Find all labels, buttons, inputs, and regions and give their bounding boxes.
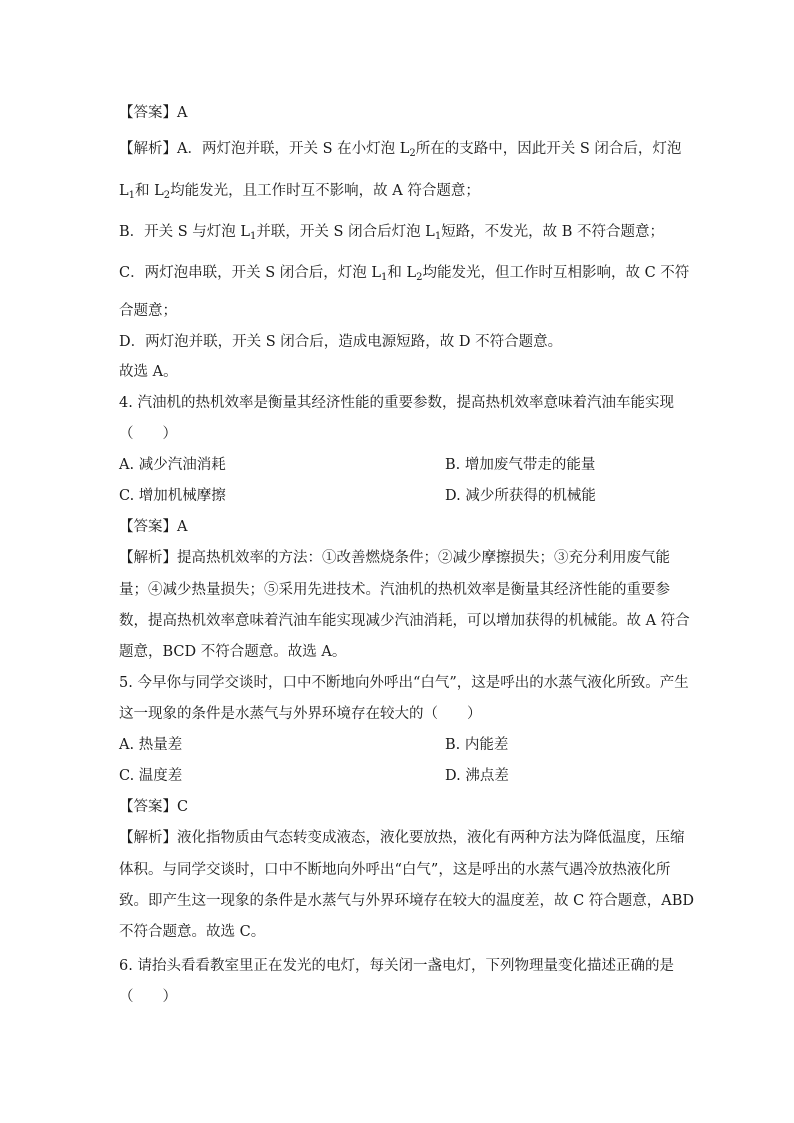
q4-explanation-line-1: 【解析】提高热机效率的方法：①改善燃烧条件；②减少摩擦损失；③充分利用废气能 — [119, 550, 670, 566]
q5-explanation-line-2: 体积。与同学交谈时，口中不断地向外呼出“白气”，这是呼出的水蒸气遇冷放热液化所 — [119, 862, 671, 878]
subscript: 1 — [128, 190, 136, 201]
q5-explanation-line-4: 不符合题意。故选 C。 — [119, 924, 266, 940]
text-segment: C．两灯泡串联，开关 S 闭合后，灯泡 L — [119, 265, 381, 281]
text-segment: 和 L — [135, 183, 164, 199]
q4-option-a: A. 减少汽油消耗 — [119, 457, 226, 473]
text-segment: B．开关 S 与灯泡 L — [119, 224, 251, 240]
q4-option-d: D. 减少所获得的机械能 — [445, 488, 596, 504]
q3-option-d-analysis: D．两灯泡并联，开关 S 闭合后，造成电源短路，故 D 不符合题意。 — [119, 334, 563, 350]
q5-stem-line-1: 5. 今早你与同学交谈时，口中不断地向外呼出“白气”，这是呼出的水蒸气液化所致。产生 — [119, 675, 689, 691]
q4-stem-line-1: 4. 汽油机的热机效率是衡量其经济性能的重要参数，提高热机效率意味着汽油车能实现 — [119, 395, 674, 411]
text-segment: 和 L — [387, 265, 417, 281]
q3-explanation-line-2 — [119, 181, 480, 201]
text-segment: 均能发光，但工作时互相影响，故 C 不符 — [422, 265, 690, 281]
q6-stem-line-2: （ ） — [119, 989, 177, 1005]
text-segment: 均能发光，且工作时互不影响，故 A 符合题意； — [170, 183, 480, 199]
subscript: 1 — [250, 231, 257, 242]
subscript: 2 — [416, 272, 423, 283]
q6-stem-line-1: 6. 请抬头看看教室里正在发光的电灯，每关闭一盏电灯，下列物理量变化描述正确的是 — [119, 958, 674, 974]
text-segment: 并联，开关 S 闭合后灯泡 L — [256, 224, 435, 240]
q5-option-c: C. 温度差 — [119, 768, 183, 784]
q3-answer: 【答案】A — [119, 105, 188, 121]
q3-conclusion: 故选 A。 — [119, 364, 178, 380]
q4-answer: 【答案】A — [119, 519, 188, 535]
q5-option-a: A. 热量差 — [119, 737, 183, 753]
q5-explanation-line-1: 【解析】液化指物质由气态转变成液态，液化要放热，液化有两种方法为降低温度，压缩 — [119, 830, 685, 846]
text-segment: L — [119, 183, 129, 199]
q4-stem-line-2: （ ） — [119, 426, 177, 442]
q5-option-d: D. 沸点差 — [445, 768, 509, 784]
subscript: 1 — [434, 231, 442, 242]
q5-option-b: B. 内能差 — [445, 737, 509, 753]
q4-option-c: C. 增加机械摩擦 — [119, 488, 226, 504]
subscript: 2 — [409, 148, 416, 159]
q3-option-c-analysis — [119, 263, 689, 283]
q3-option-c-analysis-cont: 合题意； — [119, 303, 177, 319]
q5-explanation-line-3: 致。即产生这一现象的条件是水蒸气与外界环境存在较大的温度差，故 C 符合题意，ABD — [119, 893, 695, 909]
q3-option-b-analysis — [119, 222, 664, 242]
text-segment: 短路，不发光，故 B 不符合题意； — [441, 224, 665, 240]
q4-explanation-line-3: 数，提高热机效率意味着汽油车能实现减少汽油消耗，可以增加获得的机械能。故 A 符合 — [119, 613, 690, 629]
subscript: 1 — [380, 272, 388, 283]
text-segment: 【解析】A．两灯泡并联，开关 S 在小灯泡 L — [119, 141, 410, 157]
subscript: 2 — [163, 190, 171, 201]
q4-option-b: B. 增加废气带走的能量 — [445, 457, 596, 473]
q4-explanation-line-4: 题意，BCD 不符合题意。故选 A。 — [119, 644, 347, 660]
text-segment: 所在的支路中，因此开关 S 闭合后，灯泡 — [415, 141, 682, 157]
q5-answer: 【答案】C — [119, 799, 189, 815]
q5-stem-line-2: 这一现象的条件是水蒸气与外界环境存在较大的（ ） — [119, 706, 482, 722]
q3-explanation-line-1 — [119, 139, 681, 159]
q4-explanation-line-2: 量；④减少热量损失；⑤采用先进技术。汽油机的热机效率是衡量其经济性能的重要参 — [119, 582, 670, 598]
